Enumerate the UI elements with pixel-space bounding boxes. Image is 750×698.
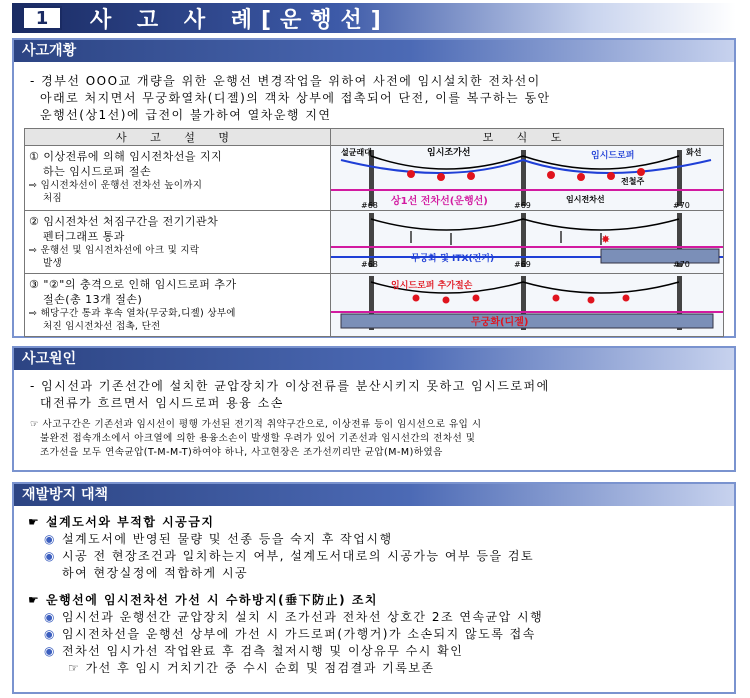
svg-text:#68: #68 [361, 260, 378, 269]
prevention-group-title: ☛ 설계도서와 부적합 시공금지 [28, 515, 215, 529]
cause-note: ☞ 사고구간은 기존선과 임시선이 평행 가선된 전기적 취약구간으로, 이상전류 등이 임시선으로 유입 시 [30, 419, 482, 430]
label-line: 화선 [686, 148, 702, 157]
label-diesel: 무궁화(디젤) [471, 317, 529, 328]
diagram-3 [331, 274, 723, 332]
svg-text:#69: #69 [514, 260, 531, 269]
label-dropper: 임시드로퍼 [591, 151, 635, 161]
row-main: ② 임시전차선 처짐구간을 전기기관차 [29, 215, 219, 228]
pole-68 [369, 150, 374, 206]
row-sub: ⇨ 해당구간 통과 후속 열차(무궁화,디젤) 상부에 [29, 308, 236, 319]
disc-bullet-icon: ◉ [44, 627, 56, 641]
list-item: ◉ 임시선과 운행선간 균압장치 설치 시 조가선과 전차선 상호간 2조 연속균압 시행 [44, 610, 544, 624]
cause-heading: 사고원인 [14, 348, 734, 370]
label-dropper-extra: 임시드로퍼 추가절손 [391, 281, 473, 291]
pointing-hand-icon: ☛ [28, 515, 41, 529]
table-row [25, 146, 724, 211]
label-temp-messenger: 임시조가선 [427, 148, 471, 158]
title-number: 1 [22, 6, 62, 30]
prevention-group-title: ☛ 운행선에 임시전차선 가선 시 수하방지(垂下防止) 조치 [28, 593, 379, 607]
label-train: 무궁화 및 ITX(전기) [411, 254, 495, 264]
row-sub: 처짐 [43, 193, 62, 204]
prevention-note: ☞ 가선 후 임시 거치기간 중 수시 순회 및 점검결과 기록보존 [68, 661, 435, 675]
label-68: #68 [361, 201, 378, 210]
diagram-cell [331, 146, 724, 211]
overview-line: 운행선(상1선)에 급전이 불가하여 열차운행 지연 [40, 108, 332, 122]
overview-heading: 사고개황 [14, 40, 734, 62]
disc-bullet-icon: ◉ [44, 532, 56, 546]
diagram-2 [331, 211, 723, 269]
row-sub: ⇨ 운행선 및 임시전차선에 아크 및 지락 [29, 245, 200, 256]
disc-bullet-icon: ◉ [44, 644, 56, 658]
row-sub: 처진 임시전차선 접촉, 단전 [43, 321, 161, 332]
label-temp-contact: 임시전차선 [566, 195, 605, 204]
cause-note: 조가선을 모두 연속균압(T-M-M-T)하여야 하나, 사고현장은 조가선끼리만 균압(M-M)하였음 [40, 447, 443, 458]
table-header-diagram: 모 식 도 [331, 129, 724, 146]
prevention-heading: 재발방지 대책 [14, 484, 734, 506]
list-item: ◉ 설계도서에 반영된 물량 및 선종 등을 숙지 후 작업시행 [44, 532, 393, 546]
label-pole: 전철주 [621, 177, 645, 186]
table-row [25, 274, 724, 337]
table-header-desc: 사 고 설 명 [25, 129, 331, 146]
row-main: 절손(총 13개 절손) [43, 293, 143, 306]
list-item: ◉ 시공 전 현장조건과 일치하는지 여부, 설계도서대로의 시공가능 여부 등을 검토 하여 현장실정에 적합하게 시공 [44, 549, 535, 580]
overview-line: - 경부선 OOO교 개량을 위한 운행선 변경작업을 위하여 사전에 임시설치한 전차선이 [30, 74, 541, 88]
accident-table [24, 128, 724, 337]
title-banner [12, 3, 736, 33]
table-row [25, 211, 724, 274]
label-contact: 상1선 전차선(운행선) [391, 196, 488, 207]
cause-section [12, 346, 736, 472]
overview-section [12, 38, 736, 338]
diagram-cell [331, 274, 724, 337]
train-graphic [601, 249, 719, 263]
row-main: ③ "②"의 충격으로 인해 임시드로퍼 추가 [29, 278, 237, 291]
pole-70 [677, 150, 682, 206]
row-sub: ⇨ 임시전차선이 운행선 전차선 높이까지 [29, 180, 203, 191]
row-main: 펜터그래프 통과 [43, 230, 125, 243]
diagram-cell [331, 211, 724, 274]
disc-bullet-icon: ◉ [44, 549, 56, 563]
cause-note: 불완전 접속개소에서 아크열에 의한 용융소손이 발생할 우려가 있어 기존선과 임시선간의 전차선 및 [40, 433, 476, 444]
svg-text:#70: #70 [673, 260, 690, 269]
pole-69 [521, 150, 526, 206]
list-item: ◉ 전차선 임시가선 작업완료 후 검측 철저시행 및 이상유무 수시 확인 [44, 644, 464, 658]
row-main: 하는 임시드로퍼 절손 [43, 165, 152, 178]
diagram-1 [331, 146, 723, 210]
overview-line: 아래로 처지면서 무궁화열차(디젤)의 객차 상부에 접촉되어 단전, 이를 복구하는 동안 [40, 91, 551, 105]
prevention-section [12, 482, 736, 694]
label-device: 설균래대 [341, 148, 372, 157]
list-item: ◉ 임시전차선을 운행선 상부에 가선 시 가드로퍼(가행거)가 소손되지 않도록 접속 [44, 627, 536, 641]
row-sub: 발생 [43, 258, 62, 269]
label-70: #70 [673, 201, 690, 210]
cause-line: - 임시선과 기존선간에 설치한 균압장치가 이상전류를 분산시키지 못하고 임시드로퍼에 [30, 379, 550, 393]
row-main: ① 이상전류에 의해 임시전차선을 지지 [29, 150, 223, 163]
label-69: #69 [514, 201, 531, 210]
svg-text:✸: ✸ [601, 233, 611, 246]
cause-line: 대전류가 흐르면서 임시드로퍼 용융 소손 [40, 396, 284, 410]
page-title: 사 고 사 례[운행선] [90, 7, 390, 33]
disc-bullet-icon: ◉ [44, 610, 56, 624]
pointing-hand-icon: ☛ [28, 593, 41, 607]
